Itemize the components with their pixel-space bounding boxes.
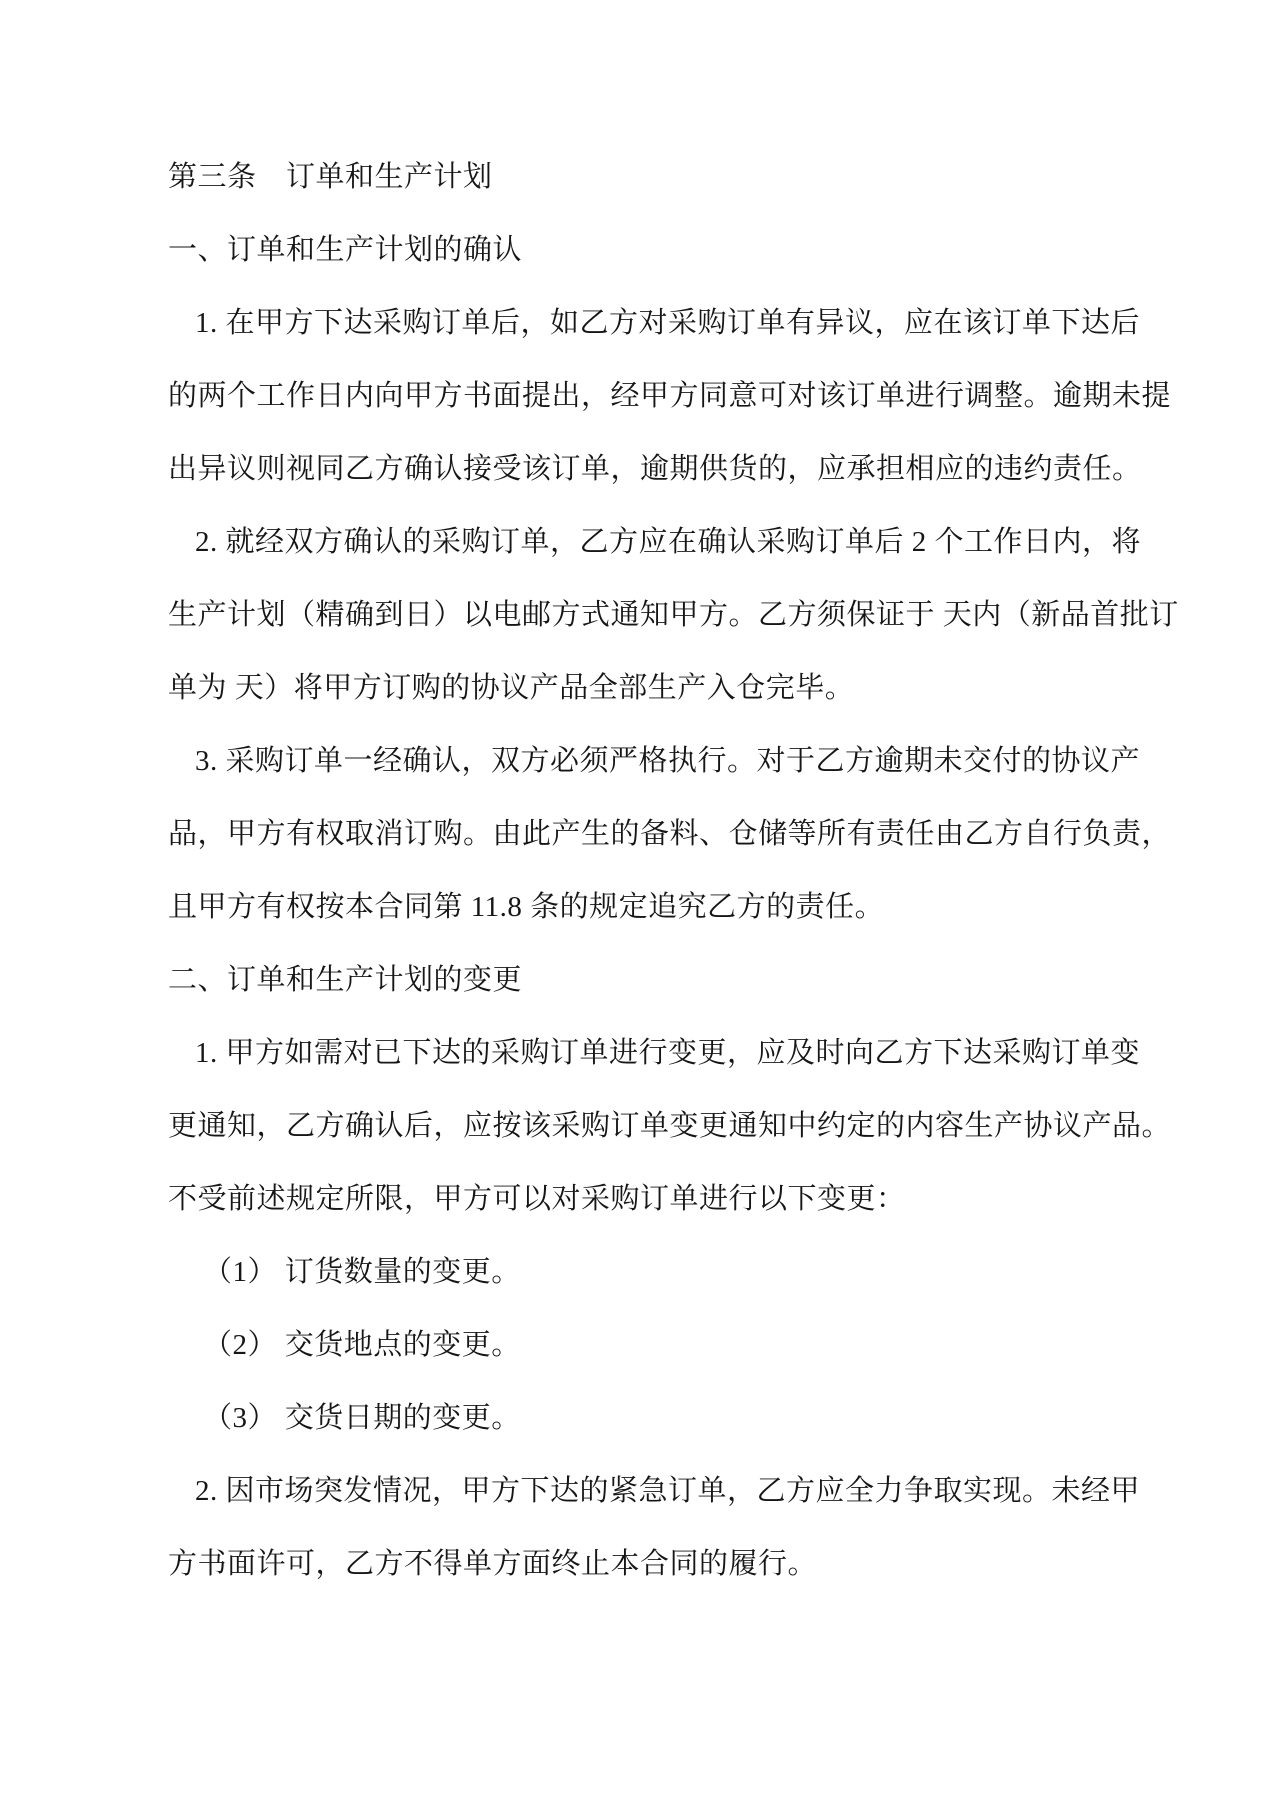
clause-2-1-line-2: 更通知，乙方确认后，应按该采购订单变更通知中约定的内容生产协议产品。 [168, 1110, 1172, 1142]
clause-1-2-line-3: 单为 天）将甲方订购的协议产品全部生产入仓完毕。 [168, 672, 855, 704]
clause-1-3-line-3: 且甲方有权按本合同第 11.8 条的规定追究乙方的责任。 [168, 891, 885, 923]
section-2-heading: 二、订单和生产计划的变更 [168, 964, 523, 996]
clause-1-3-line-1: 3. 采购订单一经确认，双方必须严格执行。对于乙方逾期未交付的协议产 [195, 745, 1141, 777]
clause-1-1-line-1: 1. 在甲方下达采购订单后，如乙方对采购订单有异议，应在该订单下达后 [195, 307, 1141, 339]
clause-2-2-line-2: 方书面许可，乙方不得单方面终止本合同的履行。 [168, 1548, 818, 1580]
clause-1-1-line-3: 出异议则视同乙方确认接受该订单，逾期供货的，应承担相应的违约责任。 [168, 453, 1142, 485]
change-list-item-3: （3） 交货日期的变更。 [203, 1402, 521, 1434]
clause-1-2-line-2: 生产计划（精确到日）以电邮方式通知甲方。乙方须保证于 天内（新品首批订 [168, 599, 1179, 631]
clause-1-3-line-2: 品，甲方有权取消订购。由此产生的备料、仓储等所有责任由乙方自行负责， [168, 818, 1172, 850]
section-1-heading: 一、订单和生产计划的确认 [168, 234, 523, 266]
clause-2-1-line-1: 1. 甲方如需对已下达的采购订单进行变更，应及时向乙方下达采购订单变 [195, 1037, 1141, 1069]
change-list-item-1: （1） 订货数量的变更。 [203, 1256, 521, 1288]
contract-text-block [168, 141, 1179, 1601]
change-list-item-2: （2） 交货地点的变更。 [203, 1329, 521, 1361]
article-heading: 第三条 订单和生产计划 [168, 161, 493, 193]
clause-2-1-line-3: 不受前述规定所限，甲方可以对采购订单进行以下变更： [168, 1183, 906, 1215]
clause-1-1-line-2: 的两个工作日内向甲方书面提出，经甲方同意可对该订单进行调整。逾期未提 [168, 380, 1172, 412]
clause-2-2-line-1: 2. 因市场突发情况，甲方下达的紧急订单，乙方应全力争取实现。未经甲 [195, 1475, 1141, 1507]
clause-1-2-line-1: 2. 就经双方确认的采购订单，乙方应在确认采购订单后 2 个工作日内，将 [195, 526, 1142, 558]
